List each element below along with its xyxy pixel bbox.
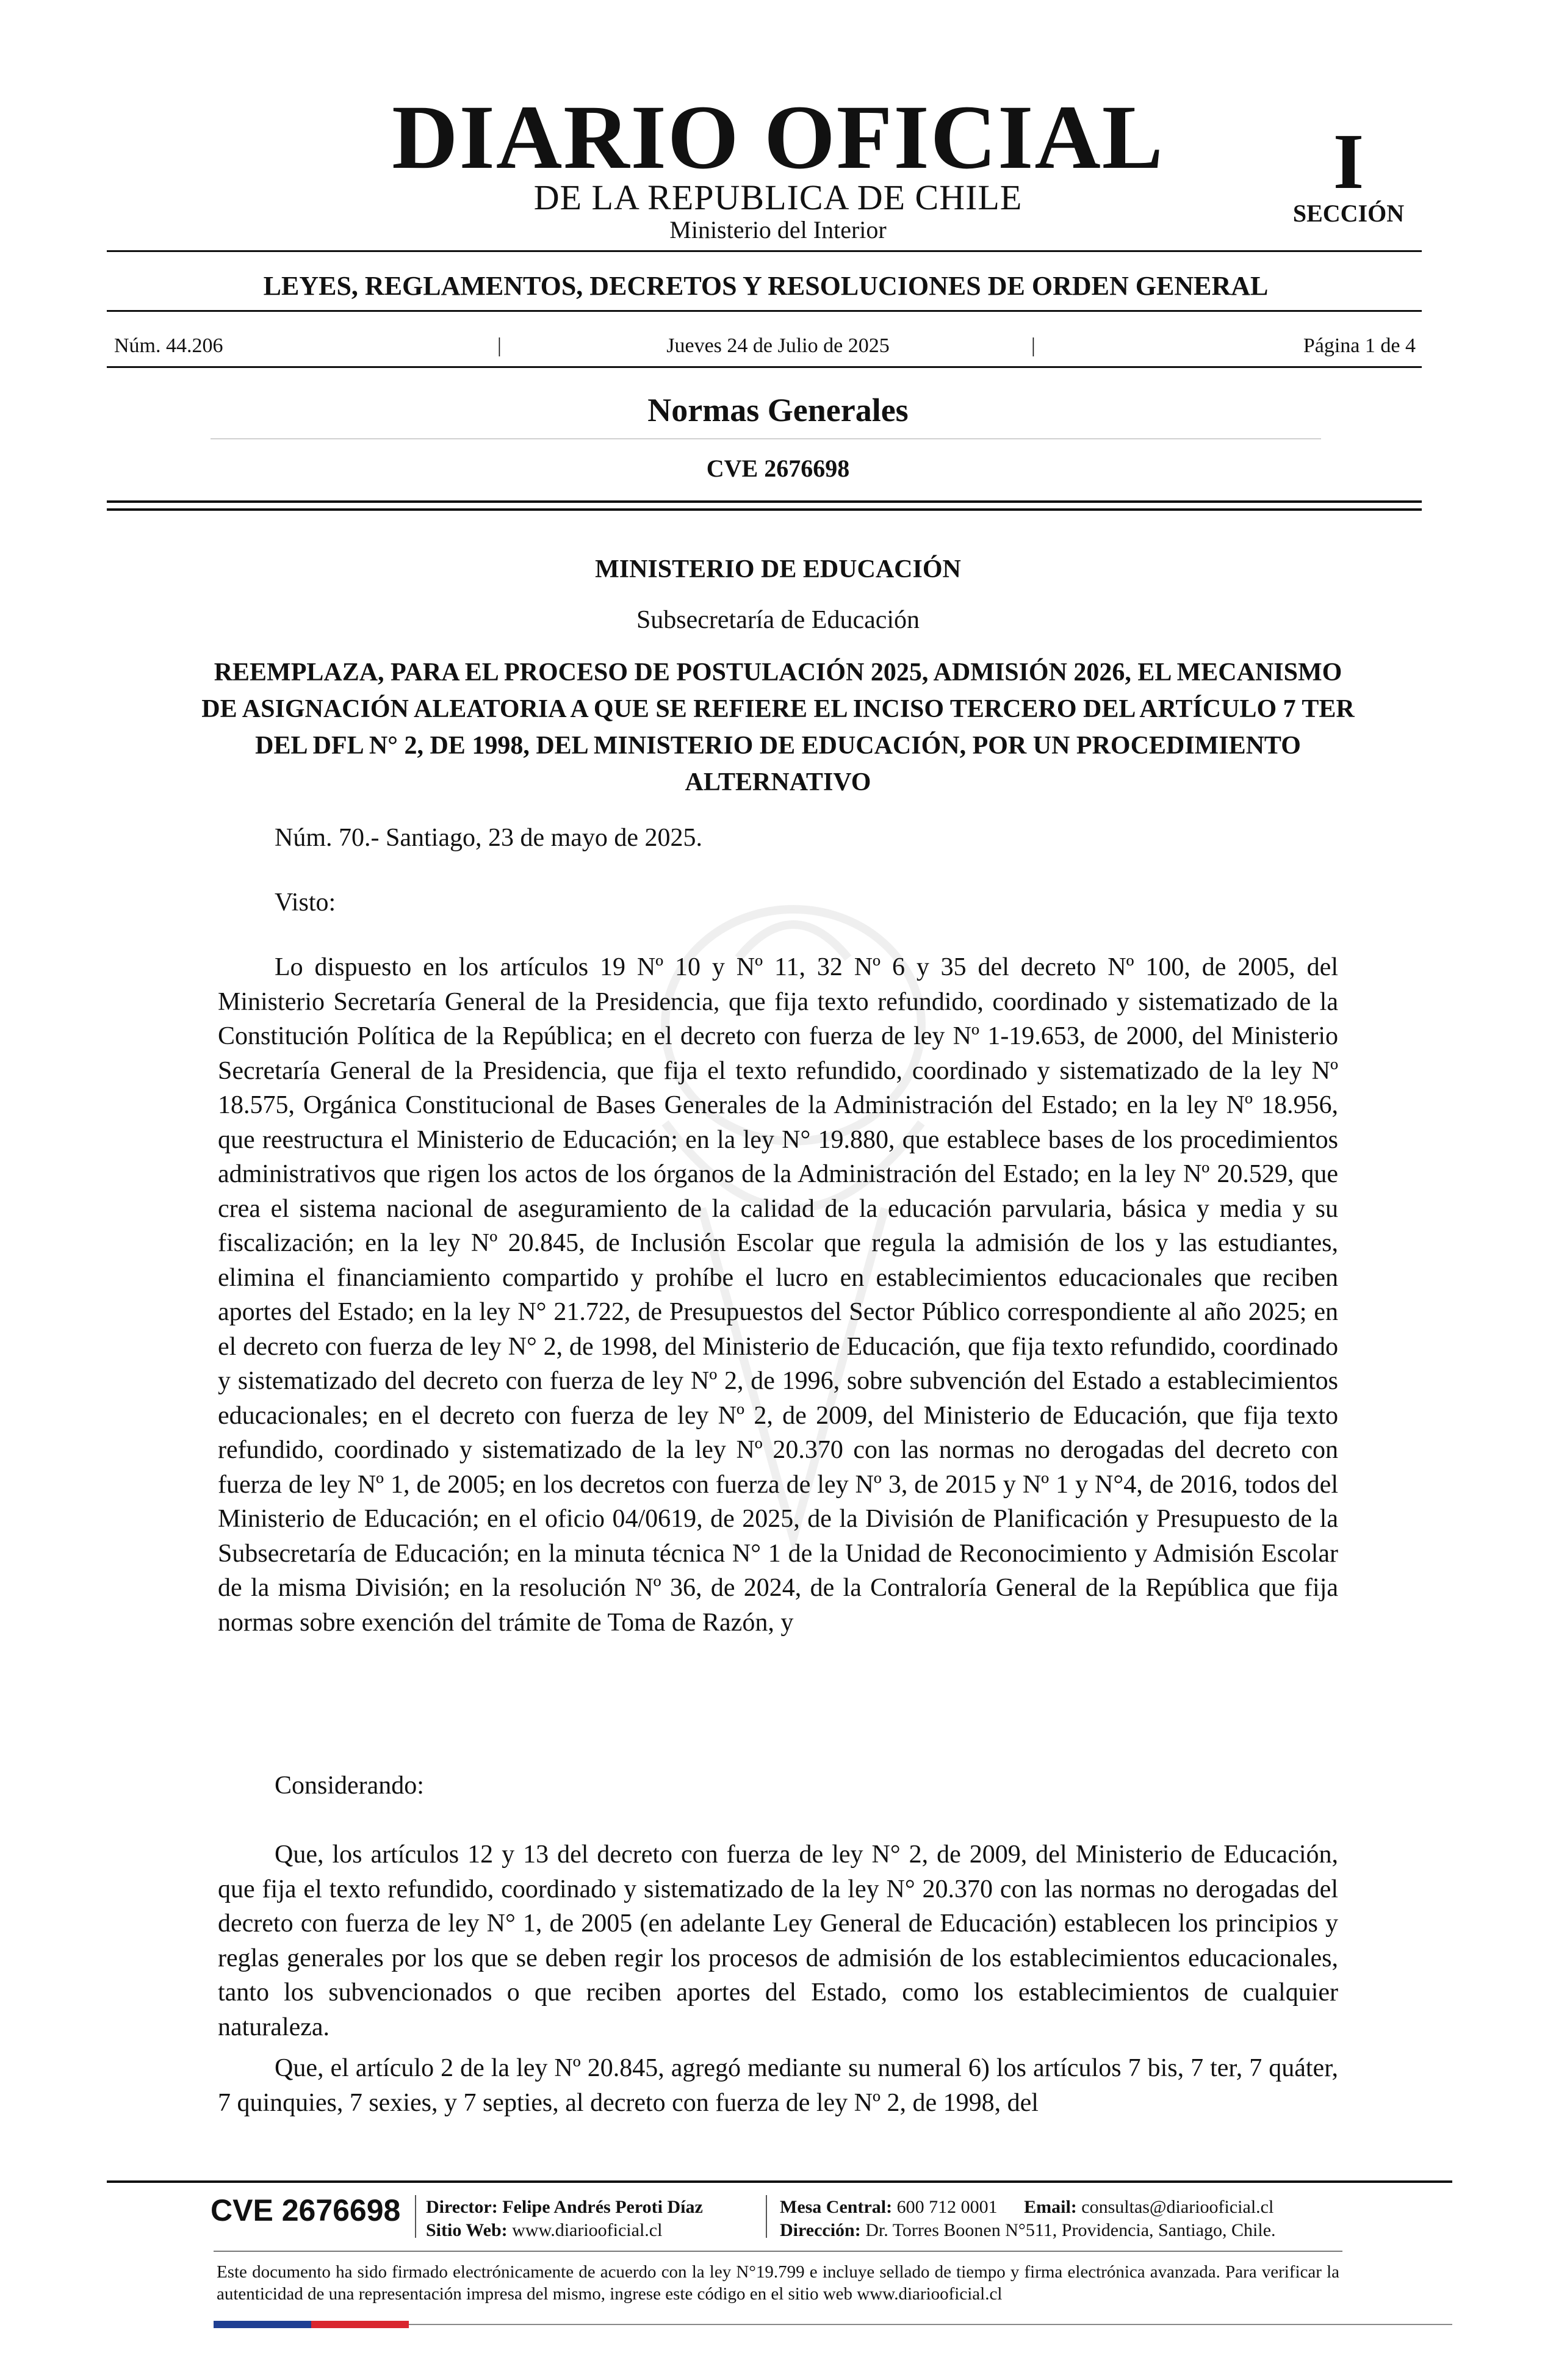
considerando-paragraph: Que, el artículo 2 de la ley Nº 20.845, agregó mediante su numeral 6) los artículos 7 bis, 7 ter, 7 quáter, 7 quinquies, 7 sexies, y 7 septies, al decreto con fuerza de ley Nº 2, de 1998, del <box>218 2054 1338 2117</box>
visto-label: Visto: <box>275 889 336 917</box>
director-label: Director: <box>426 2197 498 2217</box>
mesa-central-phone: 600 712 0001 <box>896 2197 998 2217</box>
address-label: Dirección: <box>780 2220 861 2240</box>
flag-stripe-red <box>311 2321 409 2328</box>
subsecretaria-heading: Subsecretaría de Educación <box>636 606 920 634</box>
section-numeral: I <box>1333 118 1364 206</box>
website-link[interactable]: www.diariooficial.cl <box>512 2220 663 2240</box>
director-name: Felipe Andrés Peroti Díaz <box>502 2197 703 2217</box>
section-title: Normas Generales <box>647 392 909 428</box>
footer-rule-top <box>107 2180 1452 2183</box>
email-label: Email: <box>1024 2197 1077 2217</box>
banner-heading: LEYES, REGLAMENTOS, DECRETOS Y RESOLUCIONES DE ORDEN GENERAL <box>263 271 1269 301</box>
issue-separator: | <box>497 334 502 357</box>
header-double-rule-bottom <box>107 508 1422 511</box>
issue-rule <box>107 366 1422 368</box>
decree-number-line: Núm. 70.- Santiago, 23 de mayo de 2025. <box>275 824 703 852</box>
footer-contact <box>780 2198 1273 2216</box>
considerando-label: Considerando: <box>275 1772 424 1800</box>
header-double-rule-top <box>107 500 1422 503</box>
mesa-central-label: Mesa Central: <box>780 2197 893 2217</box>
issue-number: Núm. 44.206 <box>114 334 223 357</box>
footer-separator <box>766 2195 767 2238</box>
footer-director <box>426 2198 703 2216</box>
issue-separator: | <box>1031 334 1036 357</box>
masthead-ministry: Ministerio del Interior <box>669 216 887 243</box>
section-label: SECCIÓN <box>1292 200 1405 227</box>
section-title-rule <box>211 438 1321 439</box>
legal-notice: Este documento ha sido firmado electrónicamente de acuerdo con la ley N°19.799 e incluye sellado de tiempo y firma electrónica avanzada. Para verificar la autenticidad de una representación impresa del mismo, ingrese este código en el sitio web www.diariooficial.cl <box>217 2262 1339 2304</box>
cve-code: CVE 2676698 <box>706 455 850 482</box>
issue-date: Jueves 24 de Julio de 2025 <box>666 334 890 357</box>
address-value: Dr. Torres Boonen N°511, Providencia, Santiago, Chile. <box>865 2220 1276 2240</box>
masthead-subtitle: DE LA REPUBLICA DE CHILE <box>533 178 1023 217</box>
footer-separator <box>415 2195 416 2238</box>
masthead-rule <box>107 250 1422 252</box>
issue-page: Página 1 de 4 <box>1303 334 1416 357</box>
footer-website <box>426 2221 662 2240</box>
decree-title: REEMPLAZA, PARA EL PROCESO DE POSTULACIÓN 2025, ADMISIÓN 2026, EL MECANISMO DE ASIGNACIÓN ALEATORIA A QUE SE REFIERE EL INCISO TERCERO DEL ARTÍCULO 7 TER DEL DFL N° 2, DE 1998, DEL MINISTERIO DE EDUCACIÓN, POR UN PROCEDIMIENTO ALTERNATIVO <box>201 658 1355 796</box>
email-link[interactable]: consultas@diariooficial.cl <box>1081 2197 1274 2217</box>
ministry-heading: MINISTERIO DE EDUCACIÓN <box>595 555 961 583</box>
footer-rule-middle <box>214 2251 1342 2252</box>
masthead-title: DIARIO OFICIAL <box>392 87 1164 188</box>
footer-cve-code: CVE 2676698 <box>211 2193 401 2227</box>
banner-rule <box>107 310 1422 312</box>
footer-address <box>780 2221 1276 2240</box>
flag-stripe-blue <box>214 2321 311 2328</box>
website-label: Sitio Web: <box>426 2220 508 2240</box>
visto-paragraph: Lo dispuesto en los artículos 19 Nº 10 y Nº 11, 32 Nº 6 y 35 del decreto Nº 100, de 2005, del Ministerio Secretaría General de la Presidencia, que fija texto refundido, coordinado y sistematizado de la Constitución Política de la República; en el decreto con fuerza de ley Nº 1-19.653, de 2000, del Ministerio Secretaría General de la Presidencia, que fija el texto refundido, coordinado y sistematizado de la ley Nº 18.575, Orgánica Constitucional de Bases Generales de la Administración del Estado; en la ley Nº 18.956, que reestructura el Ministerio de Educación; en la ley N° 19.880, que establece bases de los procedimientos administrativos que rigen los actos de los órganos de la Administración del Estado; en la ley Nº 20.529, que crea el sistema nacional de aseguramiento de la calidad de la educación parvularia, básica y media y su fiscalización; en la ley Nº 20.845, de Inclusión Escolar que regula la admisión de los y las estudiantes, elimina el financiamiento compartido y prohíbe el lucro en establecimientos educacionales que reciben aportes del Estado; en la ley N° 21.722, de Presupuestos del Sector Público correspondiente al año 2025; en el decreto con fuerza de ley N° 2, de 1998, del Ministerio de Educación, que fija texto refundido, coordinado y sistematizado del decreto con fuerza de ley Nº 2, de 1996, sobre subvención del Estado a establecimientos educacionales; en el decreto con fuerza de ley Nº 2, de 2009, del Ministerio de Educación, que fija texto refundido, coordinado y sistematizado de la ley Nº 20.370 con las normas no derogadas del decreto con fuerza de ley Nº 1, de 2005; en los decretos con fuerza de ley Nº 3, de 2015 y Nº 1 y N°4, de 2016, todos del Ministerio de Educación; en el oficio 04/0619, de 2025, de la División de Planificación y Presupuesto de la Subsecretaría de Educación; en la minuta técnica N° 1 de la Unidad de Reconocimiento y Admisión Escolar de la misma División; en la resolución Nº 36, de 2024, de la Contraloría General de la República que fija normas sobre exención del trámite de Toma de Razón, y <box>218 953 1338 1637</box>
considerando-paragraph: Que, los artículos 12 y 13 del decreto con fuerza de ley N° 2, de 2009, del Ministerio de Educación, que fija el texto refundido, coordinado y sistematizado de la ley N° 20.370 con las normas no derogadas del decreto con fuerza de ley N° 1, de 2005 (en adelante Ley General de Educación) establecen los principios y reglas generales por los que se deben regir los procesos de admisión de los establecimientos educacionales, tanto los subvencionados o que reciben aportes del Estado, como los establecimientos de cualquier naturaleza. <box>218 1841 1338 2041</box>
